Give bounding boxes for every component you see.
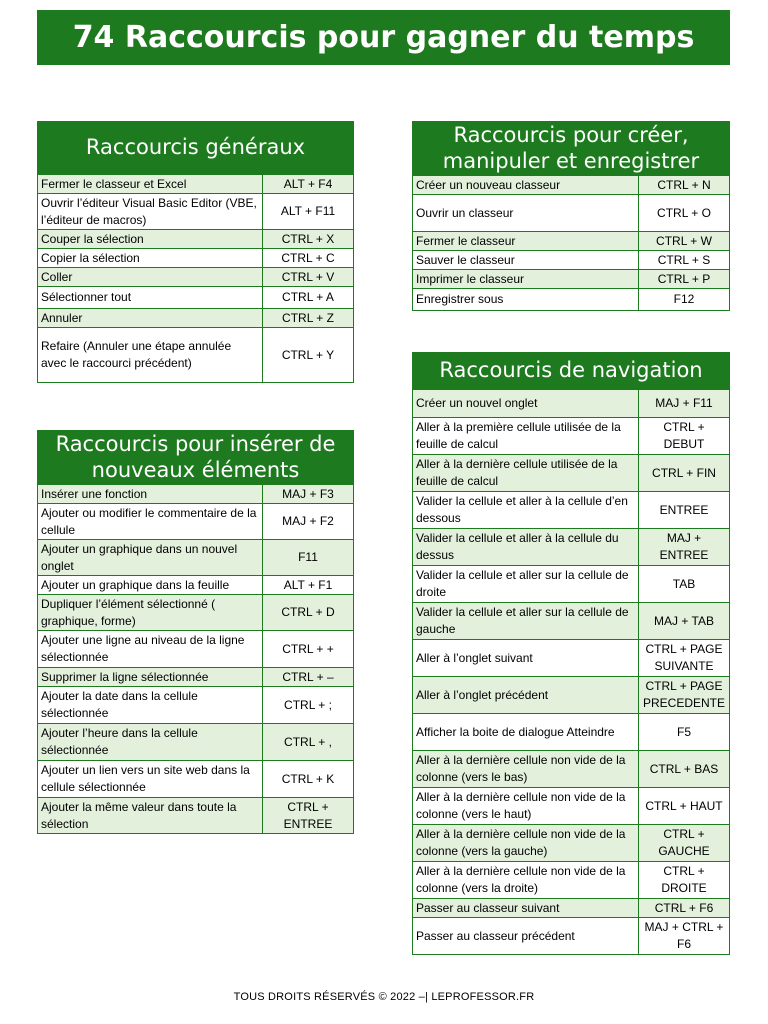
shortcut-keys: F12 (639, 289, 730, 311)
shortcut-action: Annuler (38, 309, 263, 328)
shortcut-keys: CTRL + ; (263, 687, 354, 724)
table-row (38, 485, 354, 504)
table-row (413, 751, 730, 788)
shortcut-keys: ALT + F4 (263, 175, 354, 194)
shortcut-keys: CTRL + S (639, 251, 730, 270)
table-row (413, 176, 730, 195)
shortcut-keys: CTRL + HAUT (639, 788, 730, 825)
shortcut-keys: CTRL + D (263, 595, 354, 631)
shortcut-action: Valider la cellule et aller à la cellule du dessus (413, 529, 639, 566)
shortcut-action: Aller à la dernière cellule utilisée de la feuille de calcul (413, 455, 639, 492)
shortcut-keys: CTRL + V (263, 268, 354, 287)
table-row (38, 268, 354, 287)
shortcut-action: Créer un nouvel onglet (413, 390, 639, 418)
section-inserer (37, 430, 354, 834)
section-heading: Raccourcis pour créer, manipuler et enregistrer (412, 121, 730, 175)
table-row (413, 251, 730, 270)
shortcut-action: Insérer une fonction (38, 485, 263, 504)
shortcut-action: Passer au classeur suivant (413, 899, 639, 918)
shortcut-keys: CTRL + PAGE PRECEDENTE (639, 677, 730, 714)
shortcut-keys: ENTREE (639, 492, 730, 529)
table-row (413, 714, 730, 751)
shortcut-keys: CTRL + + (263, 631, 354, 668)
table-row (413, 232, 730, 251)
table-row (38, 175, 354, 194)
shortcut-keys: CTRL + DROITE (639, 862, 730, 899)
shortcut-keys: CTRL + X (263, 230, 354, 249)
shortcut-keys: F11 (263, 540, 354, 576)
table-row (413, 603, 730, 640)
table-row (413, 825, 730, 862)
table-row (38, 194, 354, 230)
table-row (413, 289, 730, 311)
shortcut-action: Aller à l’onglet précédent (413, 677, 639, 714)
table-row (38, 504, 354, 540)
shortcut-action: Ajouter l’heure dans la cellule sélectionnée (38, 724, 263, 761)
shortcut-action: Aller à la dernière cellule non vide de la colonne (vers la gauche) (413, 825, 639, 862)
table-row (38, 309, 354, 328)
shortcut-keys: CTRL + A (263, 287, 354, 309)
shortcut-keys: CTRL + Z (263, 309, 354, 328)
shortcut-action: Ajouter un graphique dans un nouvel onglet (38, 540, 263, 576)
table-row (38, 668, 354, 687)
shortcut-keys: CTRL + GAUCHE (639, 825, 730, 862)
table-row (38, 595, 354, 631)
shortcut-action: Ajouter un lien vers un site web dans la cellule sélectionnée (38, 761, 263, 798)
shortcut-keys: CTRL + PAGE SUIVANTE (639, 640, 730, 677)
shortcut-action: Refaire (Annuler une étape annulée avec le raccourci précédent) (38, 328, 263, 383)
shortcut-keys: ALT + F1 (263, 576, 354, 595)
shortcut-action: Sauver le classeur (413, 251, 639, 270)
shortcut-keys: CTRL + K (263, 761, 354, 798)
section-heading: Raccourcis pour insérer de nouveaux éléments (37, 430, 354, 484)
shortcut-keys: CTRL + O (639, 195, 730, 232)
shortcut-keys: CTRL + DEBUT (639, 418, 730, 455)
shortcut-action: Supprimer la ligne sélectionnée (38, 668, 263, 687)
shortcut-keys: CTRL + F6 (639, 899, 730, 918)
shortcut-action: Aller à la dernière cellule non vide de la colonne (vers le bas) (413, 751, 639, 788)
shortcut-action: Créer un nouveau classeur (413, 176, 639, 195)
shortcut-action: Ajouter la même valeur dans toute la sélection (38, 798, 263, 834)
shortcut-action: Imprimer le classeur (413, 270, 639, 289)
shortcut-keys: CTRL + N (639, 176, 730, 195)
shortcut-keys: CTRL + BAS (639, 751, 730, 788)
table-row (413, 492, 730, 529)
table-row (413, 418, 730, 455)
shortcut-keys: F5 (639, 714, 730, 751)
section-navigation (412, 352, 730, 955)
table-row (38, 249, 354, 268)
section-generaux (37, 121, 354, 383)
shortcut-action: Valider la cellule et aller à la cellule d’en dessous (413, 492, 639, 529)
shortcut-keys: MAJ + F11 (639, 390, 730, 418)
shortcut-keys: MAJ + F3 (263, 485, 354, 504)
shortcut-keys: CTRL + – (263, 668, 354, 687)
section-heading: Raccourcis généraux (37, 121, 354, 174)
shortcut-keys: MAJ + F2 (263, 504, 354, 540)
shortcut-table (37, 174, 354, 383)
shortcut-keys: MAJ + ENTREE (639, 529, 730, 566)
table-row (413, 899, 730, 918)
shortcut-action: Aller à la dernière cellule non vide de la colonne (vers la droite) (413, 862, 639, 899)
shortcut-action: Ouvrir l’éditeur Visual Basic Editor (VBE, l’éditeur de macros) (38, 194, 263, 230)
shortcut-action: Fermer le classeur et Excel (38, 175, 263, 194)
table-row (38, 287, 354, 309)
table-row (38, 631, 354, 668)
shortcut-action: Ajouter un graphique dans la feuille (38, 576, 263, 595)
shortcut-table (412, 389, 730, 955)
shortcut-table (37, 484, 354, 834)
table-row (38, 540, 354, 576)
shortcut-action: Aller à l’onglet suivant (413, 640, 639, 677)
table-row (413, 640, 730, 677)
table-row (413, 529, 730, 566)
table-row (413, 455, 730, 492)
section-creer (412, 121, 730, 311)
section-heading: Raccourcis de navigation (412, 352, 730, 389)
shortcut-action: Enregistrer sous (413, 289, 639, 311)
shortcut-action: Coller (38, 268, 263, 287)
shortcut-action: Copier la sélection (38, 249, 263, 268)
table-row (38, 761, 354, 798)
shortcut-keys: MAJ + TAB (639, 603, 730, 640)
table-row (413, 677, 730, 714)
shortcut-keys: MAJ + CTRL + F6 (639, 918, 730, 955)
table-row (38, 576, 354, 595)
footer-copyright: TOUS DROITS RÉSERVÉS © 2022 –| LEPROFESSOR.FR (233, 991, 535, 1003)
shortcut-action: Ajouter ou modifier le commentaire de la cellule (38, 504, 263, 540)
shortcut-action: Valider la cellule et aller sur la cellule de gauche (413, 603, 639, 640)
shortcut-keys: TAB (639, 566, 730, 603)
shortcut-action: Couper la sélection (38, 230, 263, 249)
table-row (413, 788, 730, 825)
table-row (38, 798, 354, 834)
table-row (413, 566, 730, 603)
shortcut-keys: CTRL + W (639, 232, 730, 251)
table-row (413, 862, 730, 899)
shortcut-keys: CTRL + , (263, 724, 354, 761)
shortcut-action: Ajouter une ligne au niveau de la ligne sélectionnée (38, 631, 263, 668)
table-row (38, 328, 354, 383)
table-row (413, 270, 730, 289)
table-row (413, 195, 730, 232)
shortcut-keys: CTRL + C (263, 249, 354, 268)
shortcut-action: Ajouter la date dans la cellule sélectionnée (38, 687, 263, 724)
table-row (413, 390, 730, 418)
shortcut-action: Sélectionner tout (38, 287, 263, 309)
shortcut-action: Afficher la boite de dialogue Atteindre (413, 714, 639, 751)
shortcut-keys: ALT + F11 (263, 194, 354, 230)
shortcut-action: Passer au classeur précédent (413, 918, 639, 955)
shortcut-action: Dupliquer l’élément sélectionné ( graphique, forme) (38, 595, 263, 631)
shortcut-keys: CTRL + FIN (639, 455, 730, 492)
shortcut-keys: CTRL + ENTREE (263, 798, 354, 834)
shortcut-action: Aller à la première cellule utilisée de la feuille de calcul (413, 418, 639, 455)
shortcut-action: Valider la cellule et aller sur la cellule de droite (413, 566, 639, 603)
table-row (38, 724, 354, 761)
table-row (413, 918, 730, 955)
shortcut-table (412, 175, 730, 311)
shortcut-action: Aller à la dernière cellule non vide de la colonne (vers le haut) (413, 788, 639, 825)
shortcut-keys: CTRL + Y (263, 328, 354, 383)
shortcut-keys: CTRL + P (639, 270, 730, 289)
page-title: 74 Raccourcis pour gagner du temps (37, 10, 730, 65)
shortcut-action: Ouvrir un classeur (413, 195, 639, 232)
shortcut-action: Fermer le classeur (413, 232, 639, 251)
table-row (38, 687, 354, 724)
table-row (38, 230, 354, 249)
